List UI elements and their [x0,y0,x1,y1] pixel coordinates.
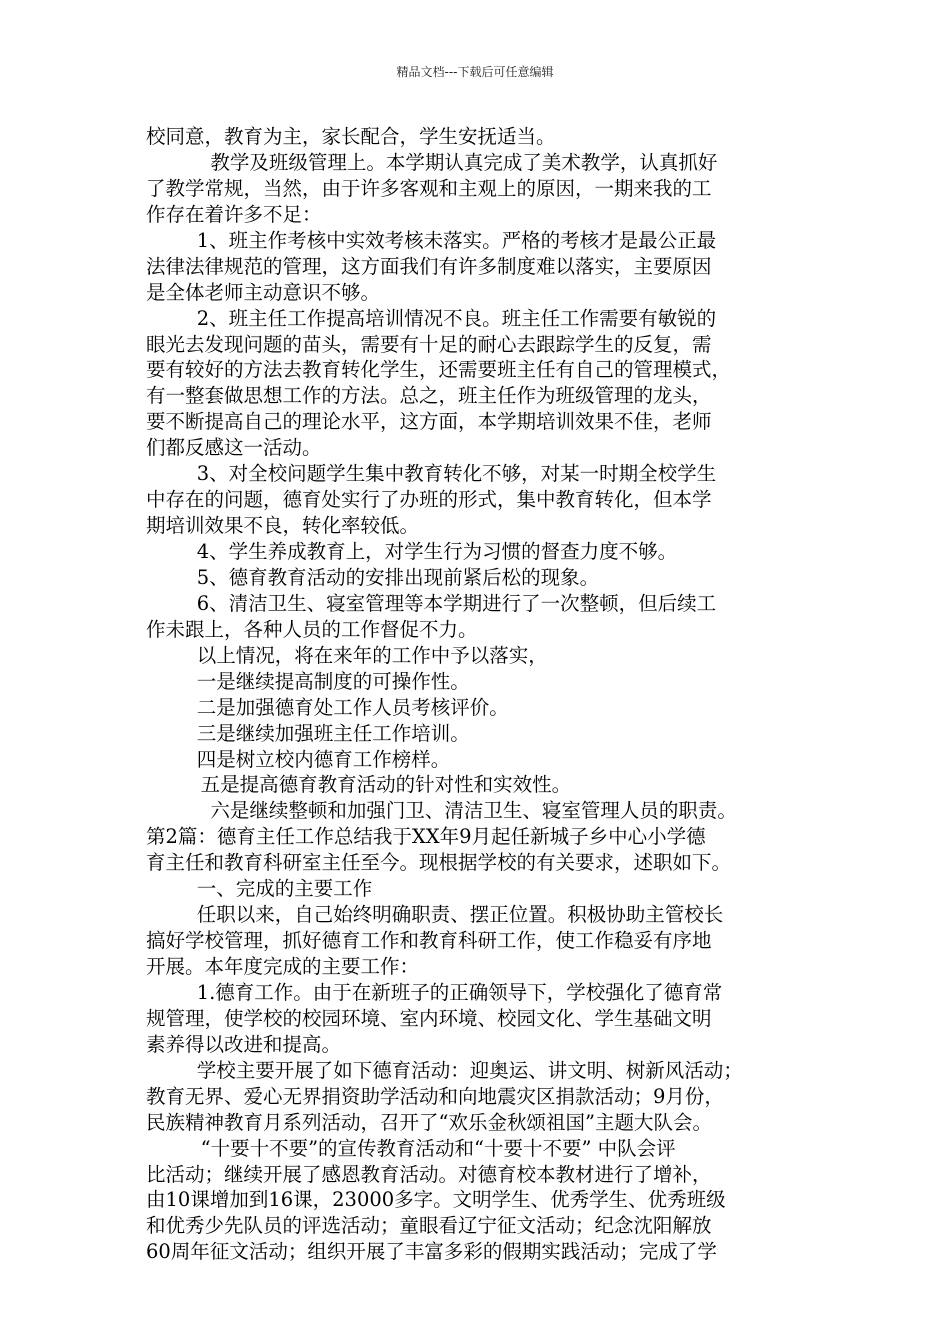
text-line: 教育无界、爱心无界捐资助学活动和向地震灾区捐款活动；9月份， [146,1084,724,1108]
text-line: 一、完成的主要工作 [196,877,373,901]
text-line: 一是继续提高制度的可操作性。 [196,669,470,693]
text-line: 了教学常规，当然，由于许多客观和主观上的原因，一期来我的工 [146,176,712,200]
text-line: 三是继续加强班主任工作培训。 [196,721,470,745]
text-line: 四是树立校内德育工作榜样。 [196,747,451,771]
text-line: 2、班主任工作提高培训情况不良。班主任工作需要有敏锐的 [196,306,717,330]
text-line: 五是提高德育教育活动的针对性和实效性。 [200,773,572,797]
text-line: 中存在的问题，德育处实行了办班的形式，集中教育转化，但本学 [146,488,712,512]
text-line: 们都反感这一活动。 [146,436,322,460]
text-line: 二是加强德育处工作人员考核评价。 [196,695,509,719]
text-line: 作存在着许多不足： [146,202,322,226]
text-line: 素养得以改进和提高。 [146,1032,342,1056]
text-line: 6、清洁卫生、寝室管理等本学期进行了一次整顿，但后续工 [196,591,717,615]
text-line: 4、学生养成教育上，对学生行为习惯的督查力度不够。 [196,540,678,563]
text-line: 60周年征文活动；组织开展了丰富多彩的假期实践活动；完成了学 [146,1240,717,1264]
text-line: 第2篇：德育主任工作总结我于XX年9月起任新城子乡中心小学德 [146,825,706,849]
text-line: 规管理，使学校的校园环境、室内环境、校园文化、学生基础文明 [146,1006,712,1030]
text-line: 3、对全校问题学生集中教育转化不够，对某一时期全校学生 [196,462,717,486]
text-line: 要有较好的方法去教育转化学生，还需要班主任有自己的管理模式， [146,358,732,382]
text-line: 搞好学校管理，抓好德育工作和教育科研工作，使工作稳妥有序地 [146,929,712,953]
text-line: 校同意，教育为主，家长配合，学生安抚适当。 [146,125,556,148]
text-line: 5、德育教育活动的安排出现前紧后松的现象。 [196,565,600,589]
document-body [146,124,816,1265]
text-line: 育主任和教育科研室主任至今。现根据学校的有关要求，述职如下。 [146,851,732,875]
text-line: 有一整套做思想工作的方法。总之，班主任作为班级管理的龙头， [146,384,712,408]
text-line: 教学及班级管理上。本学期认真完成了美术教学，认真抓好 [210,150,718,174]
text-line: 是全体老师主动意识不够。 [146,280,381,304]
page-header: 精品文档---下载后可任意编辑 [396,65,554,79]
text-line: 1.德育工作。由于在新班子的正确领导下，学校强化了德育常 [196,980,723,1004]
text-line: “十要十不要”的宣传教育活动和“十要十不要” 中队会评 [200,1136,676,1160]
text-line: 开展。本年度完成的主要工作： [146,955,420,978]
text-line: 任职以来，自己始终明确职责、摆正位置。积极协助主管校长 [196,903,724,927]
text-line: 六是继续整顿和加强门卫、清洁卫生、寝室管理人员的职责。 [210,799,737,823]
text-line: 由10课增加到16课，23000多字。文明学生、优秀学生、优秀班级 [146,1188,726,1212]
text-line: 法律法律规范的管理，这方面我们有许多制度难以落实，主要原因 [146,254,712,278]
text-line: 比活动；继续开展了感恩教育活动。对德育校本教材进行了增补， [146,1162,712,1186]
text-line: 期培训效果不良，转化率较低。 [146,514,420,538]
text-line: 作未跟上，各种人员的工作督促不力。 [146,617,478,641]
text-line: 眼光去发现问题的苗头，需要有十足的耐心去跟踪学生的反复，需 [146,332,712,356]
text-line: 以上情况，将在来年的工作中予以落实， [196,643,548,667]
text-line: 1、班主作考核中实效考核未落实。严格的考核才是最公正最 [196,228,717,252]
text-line: 要不断提高自己的理论水平，这方面，本学期培训效果不佳，老师 [146,410,712,434]
text-line: 和优秀少先队员的评选活动；童眼看辽宁征文活动；纪念沈阳解放 [146,1214,712,1238]
text-line: 民族精神教育月系列活动，召开了“欢乐金秋颂祖国”主题大队会。 [146,1110,712,1134]
text-line: 学校主要开展了如下德育活动：迎奥运、讲文明、树新风活动； [196,1058,743,1082]
